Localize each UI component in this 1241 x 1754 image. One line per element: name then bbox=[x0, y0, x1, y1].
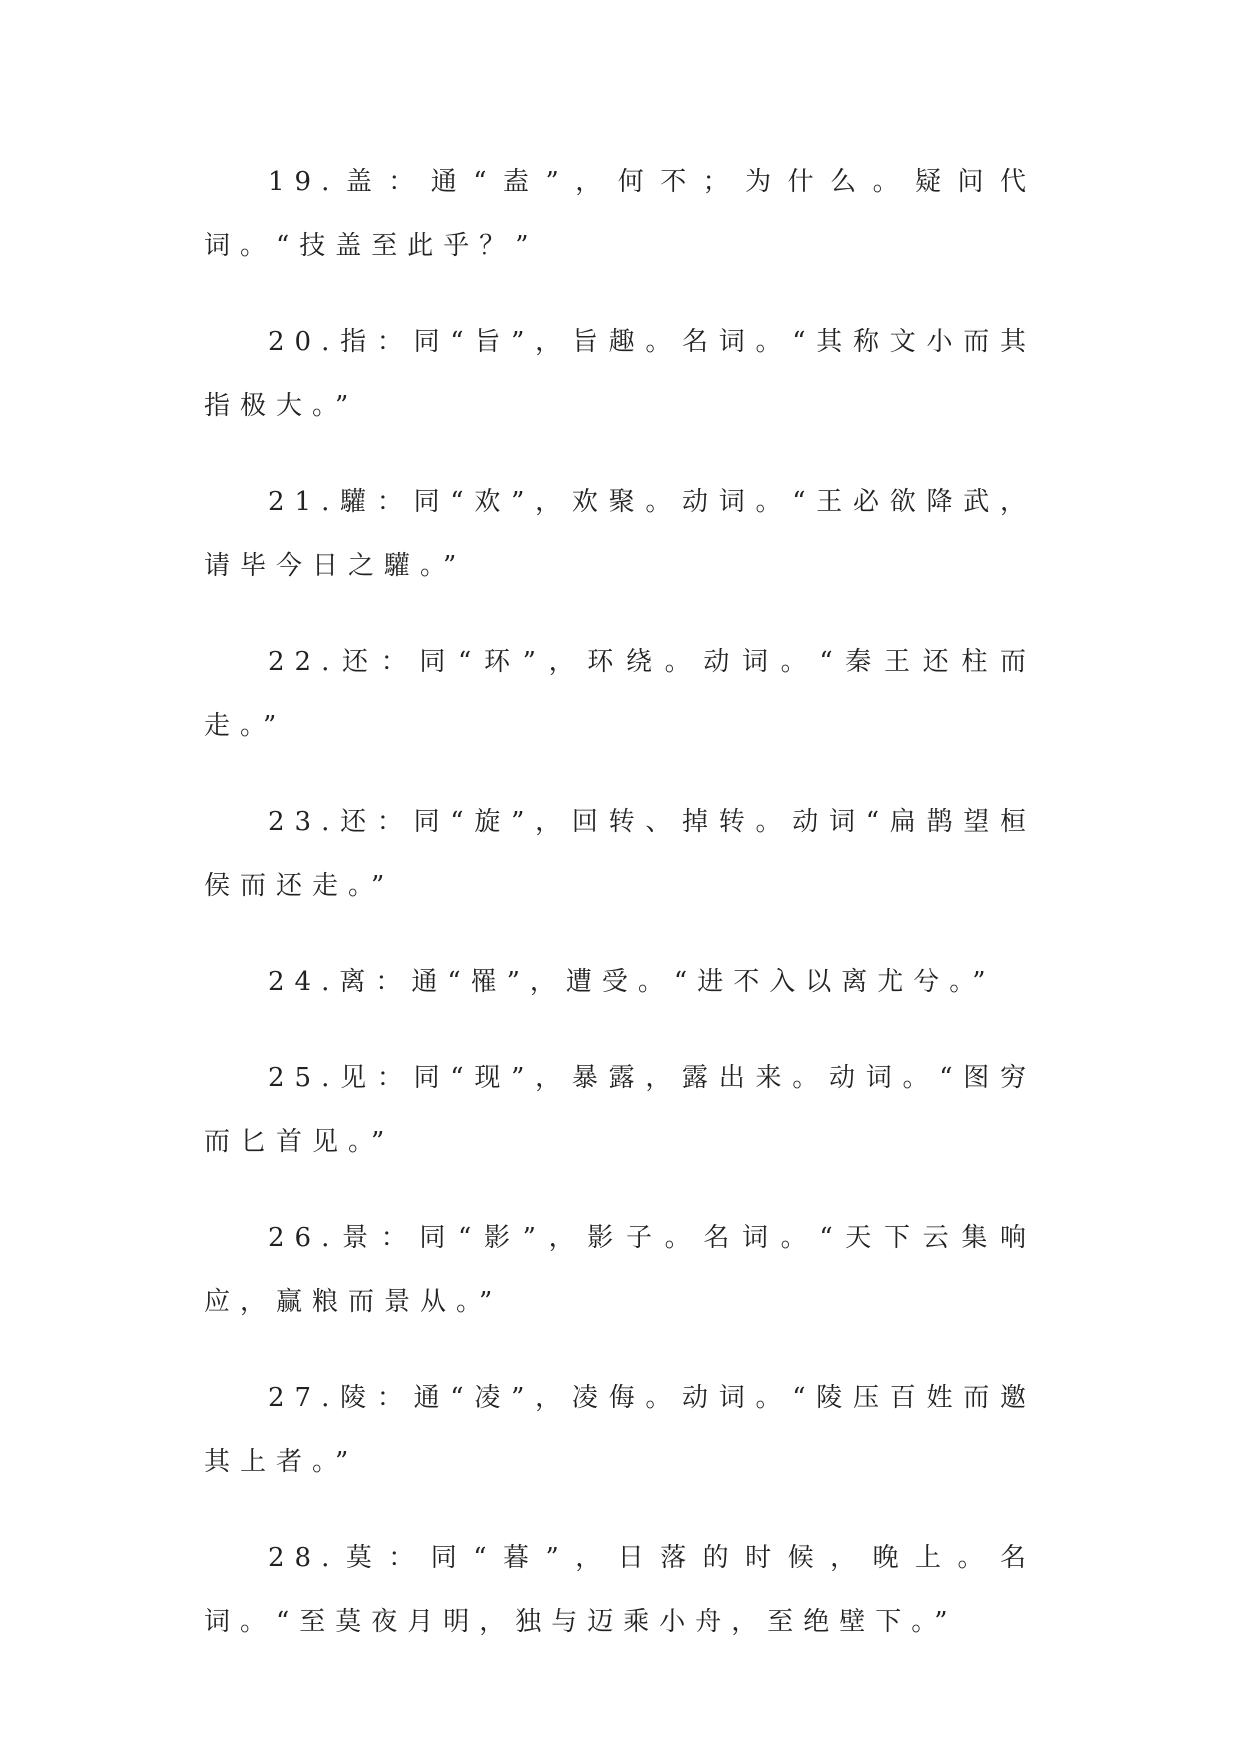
entry-27: 27.陵：通“凌”，凌侮。动词。“陵压百姓而邀其上者。” bbox=[204, 1383, 1036, 1477]
document-body bbox=[204, 150, 1036, 1686]
entry-21: 21.驩：同“欢”，欢聚。动词。“王必欲降武，请毕今日之驩。” bbox=[204, 487, 1036, 581]
entry-22: 22.还：同“环”，环绕。动词。“秦王还柱而走。” bbox=[204, 647, 1036, 741]
entry-26: 26.景：同“影”，影子。名词。“天下云集响应，赢粮而景从。” bbox=[204, 1223, 1036, 1317]
entry-20: 20.指：同“旨”，旨趣。名词。“其称文小而其指极大。” bbox=[204, 327, 1036, 421]
entry-24: 24.离：通“罹”，遭受。“进不入以离尤兮。” bbox=[268, 967, 996, 997]
entry-23: 23.还：同“旋”，回转、掉转。动词“扁鹊望桓侯而还走。” bbox=[204, 807, 1036, 901]
entry-19: 19.盖：通“盍”，何不；为什么。疑问代词。“技盖至此乎？” bbox=[204, 167, 1036, 261]
entry-28: 28.莫：同“暮”，日落的时候，晚上。名词。“至莫夜月明，独与迈乘小舟，至绝壁下。” bbox=[204, 1543, 1036, 1637]
entry-25: 25.见：同“现”，暴露，露出来。动词。“图穷而匕首见。” bbox=[204, 1063, 1036, 1157]
